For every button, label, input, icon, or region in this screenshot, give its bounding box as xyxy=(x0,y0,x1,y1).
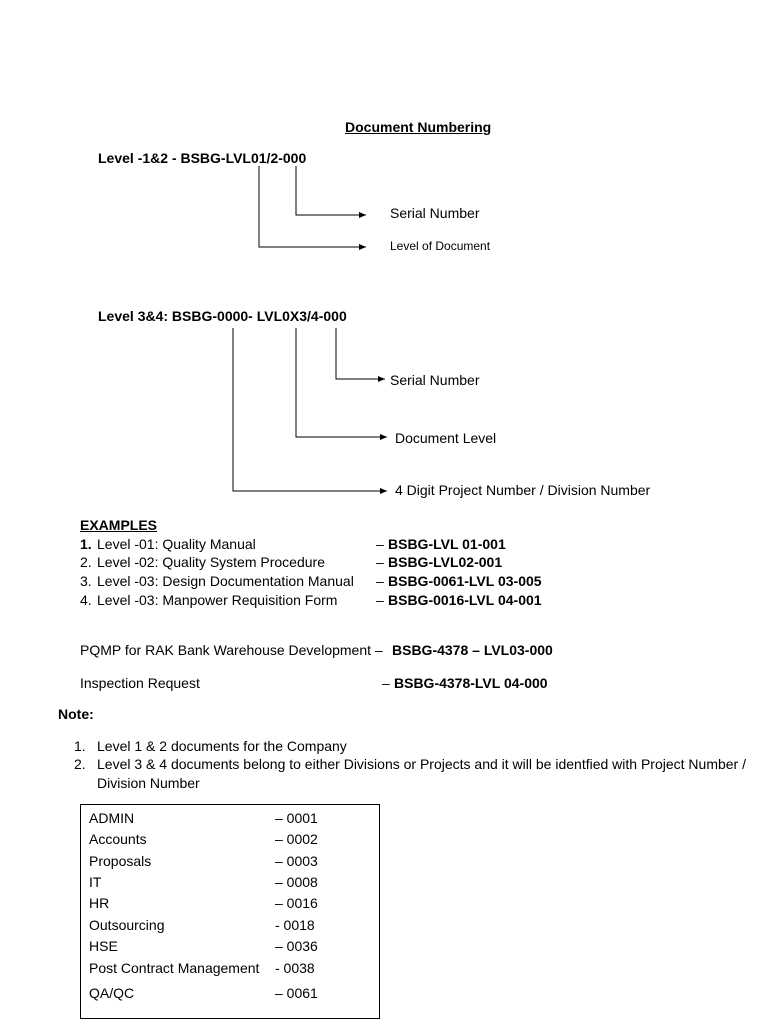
division-code: – 0002 xyxy=(275,831,318,847)
level12-format: Level -1&2 - BSBG-LVL01/2-000 xyxy=(98,150,307,166)
note-text: Level 3 & 4 documents belong to either Divisions or Projects and it will be identfied with Project Number / xyxy=(97,756,746,772)
example-dash: – xyxy=(376,536,384,552)
table-row xyxy=(81,894,379,912)
inspection-row xyxy=(80,674,680,692)
division-name: IT xyxy=(89,874,102,890)
note-item xyxy=(74,755,764,773)
arrow-serial-12 xyxy=(296,166,366,215)
pqmp-code: BSBG-4378 – LVL03-000 xyxy=(392,642,553,658)
division-name: Post Contract Management xyxy=(89,960,260,976)
division-name: Accounts xyxy=(89,831,147,847)
level12-level-label: Level of Document xyxy=(390,239,491,253)
inspection-dash: – xyxy=(382,675,390,691)
division-code-table xyxy=(80,804,380,1019)
example-desc: Level -03: Design Documentation Manual xyxy=(97,573,354,589)
example-number: 3. xyxy=(80,573,92,589)
example-row xyxy=(80,535,680,553)
arrow-level-12 xyxy=(259,166,366,247)
division-name: Proposals xyxy=(89,853,152,869)
example-number: 2. xyxy=(80,554,92,570)
page-title: Document Numbering xyxy=(345,119,492,135)
example-desc: Level -03: Manpower Requisition Form xyxy=(97,592,338,608)
arrow-project-34 xyxy=(233,328,387,491)
table-row xyxy=(81,916,379,934)
example-code: BSBG-0061-LVL 03-005 xyxy=(388,573,542,589)
example-dash: – xyxy=(376,592,384,608)
table-row xyxy=(81,984,379,1002)
note-number: 1. xyxy=(74,738,86,754)
division-name: Outsourcing xyxy=(89,917,165,933)
examples-heading: EXAMPLES xyxy=(80,517,158,533)
example-row xyxy=(80,572,680,590)
note-number: 2. xyxy=(74,756,86,772)
division-code: – 0003 xyxy=(275,853,318,869)
pqmp-desc: PQMP for RAK Bank Warehouse Development – xyxy=(80,642,383,658)
division-code: – 0061 xyxy=(275,985,318,1001)
note-item xyxy=(74,737,764,755)
division-code: - 0018 xyxy=(275,917,315,933)
level34-serial-label: Serial Number xyxy=(390,372,480,388)
example-desc: Level -01: Quality Manual xyxy=(97,536,256,552)
example-row xyxy=(80,553,680,571)
division-code: - 0038 xyxy=(275,960,315,976)
example-code: BSBG-LVL02-001 xyxy=(388,554,503,570)
arrow-serial-34 xyxy=(336,328,385,379)
note-text: Division Number xyxy=(97,775,200,791)
division-name: HSE xyxy=(89,938,118,954)
note-heading: Note: xyxy=(58,706,94,722)
division-code: – 0008 xyxy=(275,874,318,890)
level34-project-label: 4 Digit Project Number / Division Number xyxy=(395,482,651,498)
division-name: ADMIN xyxy=(89,810,135,826)
example-dash: – xyxy=(376,554,384,570)
division-code: – 0036 xyxy=(275,938,318,954)
table-row xyxy=(81,937,379,955)
example-desc: Level -02: Quality System Procedure xyxy=(97,554,325,570)
note-text: Level 1 & 2 documents for the Company xyxy=(97,738,347,754)
example-code: BSBG-LVL 01-001 xyxy=(388,536,506,552)
division-code: – 0016 xyxy=(275,895,318,911)
table-row xyxy=(81,830,379,848)
table-row xyxy=(81,809,379,827)
example-dash: – xyxy=(376,573,384,589)
table-row xyxy=(81,852,379,870)
arrow-doclevel-34 xyxy=(296,328,387,437)
table-row xyxy=(81,959,379,977)
inspection-code: BSBG-4378-LVL 04-000 xyxy=(394,675,548,691)
example-code: BSBG-0016-LVL 04-001 xyxy=(388,592,542,608)
level12-serial-label: Serial Number xyxy=(390,205,480,221)
inspection-desc: Inspection Request xyxy=(80,675,200,691)
example-number: 4. xyxy=(80,592,92,608)
division-name: HR xyxy=(89,895,110,911)
division-code: – 0001 xyxy=(275,810,318,826)
example-row xyxy=(80,591,680,609)
level34-format: Level 3&4: BSBG-0000- LVL0X3/4-000 xyxy=(98,308,347,324)
level34-doclevel-label: Document Level xyxy=(395,430,497,446)
table-row xyxy=(81,873,379,891)
pqmp-row xyxy=(80,641,680,659)
division-name: QA/QC xyxy=(89,985,135,1001)
example-number: 1. xyxy=(80,536,92,552)
note-continuation xyxy=(74,774,764,792)
